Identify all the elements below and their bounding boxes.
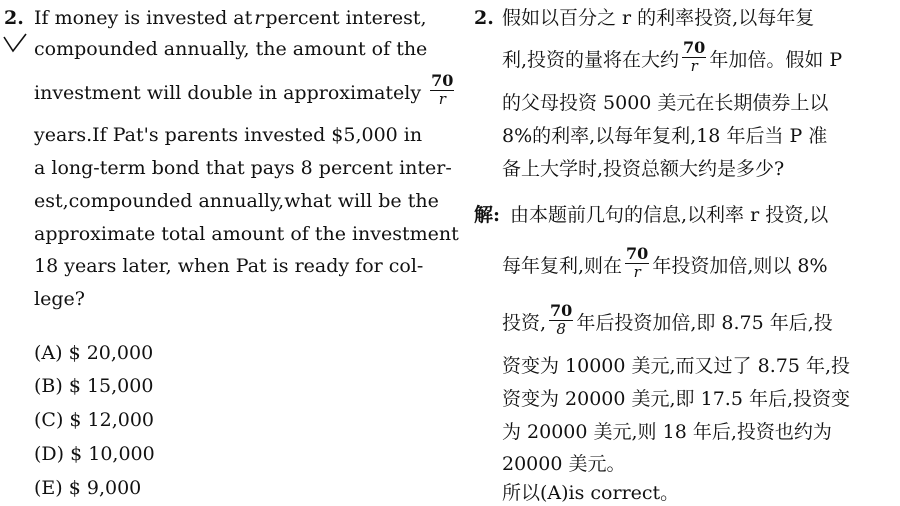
line-segment: approximate total amount of the investment [34,223,459,245]
question-line-3: 的父母投资 5000 美元在长期债券上以 [502,92,829,114]
question-line-4: 8%的利率,以每年复利,18 年后当 P 准 [502,125,828,147]
problem-line-7 [34,222,459,246]
line-segment: years.If Pat's parents invested $5,000 in [34,124,423,146]
solution-line-7: 20000 美元。 [502,453,626,475]
problem-number: 2. [4,7,24,29]
problem-line-5 [34,156,452,180]
text-segment: 利,投资的量将在大约 [502,49,680,71]
solution-label: 解: [474,204,501,226]
option-b: (B) $ 15,000 [34,375,154,397]
line-segment: percent interest, [265,7,427,29]
text-segment: 年后投资加倍,即 8.75 年后,投 [576,312,833,334]
fraction-70-over-r [625,246,649,280]
fraction-numerator: 70 [431,71,454,90]
fraction-70-over-r [682,40,706,74]
text-segment: 年加倍。假如 P [709,49,843,71]
option-c: (C) $ 12,000 [34,409,155,431]
line-segment: If money is invested at [34,7,253,29]
problem-line-6 [34,189,438,213]
fraction-denominator: r [690,57,698,75]
option-e: (E) $ 9,000 [34,477,142,499]
fraction-numerator: 70 [550,301,573,320]
checkmark-icon [2,31,28,53]
option-a: (A) $ 20,000 [34,342,154,364]
line-segment: compounded annually, the amount of the [34,38,428,60]
problem-number-cn: 2. [474,7,494,29]
solution-line-5: 资变为 20000 美元,即 17.5 年后,投资变 [502,388,850,410]
line-segment: a long-term bond that pays 8 percent inter- [34,157,452,179]
problem-line-1 [34,6,438,30]
solution-line-4: 资变为 10000 美元,而又过了 8.75 年,投 [502,355,850,377]
problem-line-8 [34,254,438,278]
text-segment: 年投资加倍,则以 8% [652,255,828,277]
variable-r: r [254,7,264,29]
fraction-denominator: r [438,90,446,108]
text-segment: 每年复利,则在 [502,255,623,277]
problem-line-9 [34,287,438,311]
problem-line-3 [34,71,454,111]
fraction-70-over-r [430,73,454,107]
solution-conclusion: 所以(A)is correct。 [502,482,680,504]
line-segment: investment will double in approximately [34,82,428,104]
problem-line-4 [34,123,438,147]
fraction-numerator: 70 [626,244,649,263]
line-segment: est,compounded annually,what will be the [34,190,439,212]
fraction-70-over-8 [549,303,573,337]
problem-line-2 [34,37,438,61]
fraction-denominator: r [633,263,641,281]
fraction-numerator: 70 [683,38,706,57]
text-segment: 投资, [502,312,547,334]
option-d: (D) $ 10,000 [34,443,155,465]
question-line-1: 假如以百分之 r 的利率投资,以每年复 [502,7,815,29]
question-line-5: 备上大学时,投资总额大约是多少? [502,158,785,180]
line-segment: 18 years later, when Pat is ready for col- [34,255,424,277]
question-line-2 [502,38,843,78]
solution-line-2 [502,244,828,284]
fraction-denominator: 8 [556,320,566,338]
solution-line-6: 为 20000 美元,则 18 年后,投资也约为 [502,421,832,443]
solution-line-1: 由本题前几句的信息,以利率 r 投资,以 [510,204,829,226]
solution-line-3 [502,301,833,341]
line-segment: lege? [34,288,85,310]
